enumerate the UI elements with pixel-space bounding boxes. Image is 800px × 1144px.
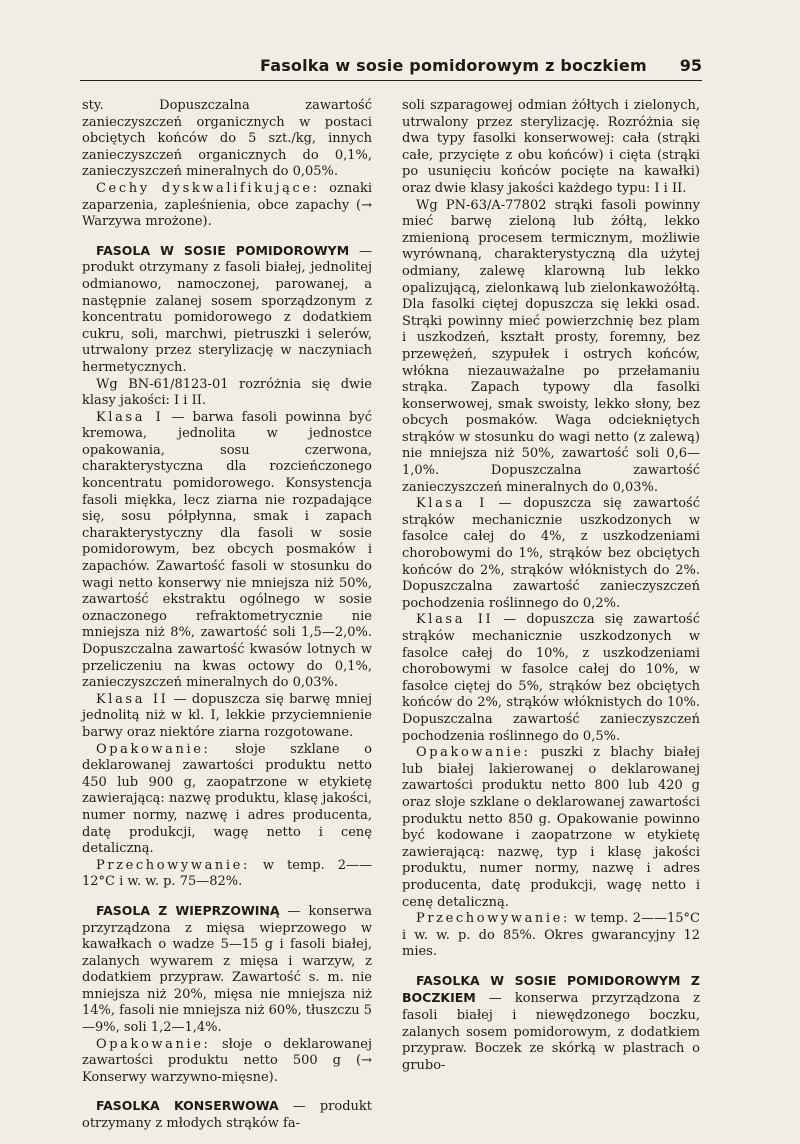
entry-heading: FASOLKA KONSERWOWA [96,1098,279,1114]
paragraph: Przechowywanie: w temp. 2——15°C i w. w. p. do 85%. Okres gwarancyjny 12 mies. [402,911,700,960]
paragraph: Wg BN-61/8123-01 rozróżnia się dwie klasy jakości: I i II. [82,376,372,409]
paragraph: Opakowanie: słoje o deklarowanej zawartości produktu netto 500 g (→ Konserwy warzywno-mięsne). [82,1036,372,1085]
paragraph: Przechowywanie: w temp. 2——12°C i w. w. p. 75—82%. [82,857,372,890]
entry-fasola-w-sosie: FASOLA W SOSIE POMIDOROWYM — produkt otrzymany z fasoli białej, jednolitej odmianowo, namoczonej, parowanej, a następnie zalanej sosem sporządzonym z koncentratu pomidorowego z dodatkiem cukru, soli, marchwi, pietruszki i selerów, utrwalony przez sterylizację w naczyniach hermetycznych. [82,242,372,375]
spaced-label: Klasa II [416,612,494,628]
running-header [80,50,702,81]
spaced-label: Klasa I [416,496,488,512]
entry-heading: FASOLA W SOSIE POMIDOROWYM [96,242,350,258]
spaced-label: Klasa II [96,691,169,707]
page-number: 95 [679,56,702,75]
paragraph: soli szparagowej odmian żółtych i zielonych, utrwalony przez sterylizację. Rozróżnia się dwa typy fasolki konserwowej: cała (strąki całe, przycięte z obu końców) i cięta (strąki po usunięciu końców pocięte na kawałki) oraz dwie klasy jakości każdego typu: I i II. [402,98,700,196]
paragraph: Cechy dyskwalifikujące: oznaki zaparzenia, zapleśnienia, obce zapachy (→ Warzywa mrożone). [82,180,372,230]
paragraph: Klasa I — barwa fasoli powinna być kremowa, jednolita w jednostce opakowania, sosu czerwona, charakterystyczna dla rozcieńczonego koncentratu pomidorowego. Konsystencja fasoli miękka, lecz ziarna nie rozpadające się, sosu półpłynna, smak i zapach charakterystyczny dla fasoli w sosie pomidorowym, bez obcych posmaków i zapachów. Zawartość fasoli w stosunku do wagi netto konserwy nie mniejsza niż 50%, zawartość ekstraktu ogólnego w sosie oznaczonego refraktometrycznie nie mniejsza niż 8%, zawartość soli 1,5—2,0%. Dopuszczalna zawartość kwasów lotnych w przeliczeniu na kwas octowy do 0,1%, zanieczyszczeń mineralnych do 0,03%. [82,409,373,691]
paragraph: Klasa II — dopuszcza się zawartość strąków mechanicznie uszkodzonych w fasolce całej do 10%, z uszkodzeniami chorobowymi w fasolce całej do 10%, w fasolce ciętej do 5%, strąków bez obciętych końców do 2%, strąków włóknistych do 10%. Dopuszczalna zawartość zanieczyszczeń pochodzenia roślinnego do 0,5%. [402,612,700,744]
entry-heading: FASOLKA W SOSIE POMIDOROWYM Z BOCZKIEM [402,972,700,1006]
spaced-label: Przechowywanie: [416,911,570,927]
spaced-label: Klasa I [96,409,164,425]
running-title: Fasolka w sosie pomidorowym z boczkiem [260,56,647,75]
spaced-label: Przechowywanie: [96,857,250,873]
entry-fasolka-konserwowa: FASOLKA KONSERWOWA — produkt otrzymany z młodych strąków fa- [82,1098,372,1132]
right-column [402,98,700,1074]
paragraph: sty. Dopuszczalna zawartość zanieczyszczeń organicznych w postaci obciętych końców do 5 szt./kg, innych zanieczyszczeń organicznych do 0,1%, zanieczyszczeń mineralnych do 0,05%. [82,98,372,180]
entry-heading: FASOLA Z WIEPRZOWINĄ [96,902,280,918]
spaced-label: Opakowanie: [416,745,531,761]
paragraph: Wg PN-63/A-77802 strąki fasoli powinny mieć barwę zieloną lub żółtą, lekko zmienioną procesem termicznym, możliwie wyrównaną, charakterystyczną dla użytej odmiany, zalewę klarowną lub lekko opalizującą, zielonkawą lub zielonkawożółtą. Dla fasolki ciętej dopuszcza się lekki osad. Strąki powinny mieć powierzchnię bez plam i uszkodzeń, kształt prosty, foremny, bez przewężeń, szypułek i ostrych końców, włókna niezauważalne po przełamaniu strąka. Zapach typowy dla fasolki konserwowej, smak swoisty, lekko słony, bez obcych posmaków. Waga odciekniętych strąków w stosunku do wagi netto (z zalewą) nie mniejsza niż 50%, zawartość soli 0,6—1,0%. Dopuszczalna zawartość zanieczyszczeń mineralnych do 0,03%. [402,197,700,495]
paragraph: Klasa I — dopuszcza się zawartość strąków mechanicznie uszkodzonych w fasolce całej do 4%, z uszkodzeniami chorobowymi do 1%, strąków bez obciętych końców do 2%, strąków włóknistych do 2%. Dopuszczalna zawartość zanieczyszczeń pochodzenia roślinnego do 0,2%. [402,496,700,611]
paragraph: Klasa II — dopuszcza się barwę mniej jednolitą niż w kl. I, lekkie przyciemnienie barwy oraz niektóre ziarna rozgotowane. [82,691,372,740]
entry-fasola-z-wieprzowina: FASOLA Z WIEPRZOWINĄ — konserwa przyrządzona z mięsa wieprzowego w kawałkach o wadze 5—15 g i fasoli białej, zalanych wywarem z mięsa i warzyw, z dodatkiem przypraw. Zawartość s. m. nie mniejsza niż 20%, mięsa nie mniejsza niż 14%, fasoli nie mniejsza niż 60%, tłuszczu 5—9%, soli 1,2—1,4%. [82,902,372,1036]
left-column [82,98,372,1133]
paragraph: Opakowanie: słoje szklane o deklarowanej zawartości produktu netto 450 lub 900 g, zaopatrzone w etykietę zawierającą: nazwę produktu, klasę jakości, numer normy, nazwę i adres producenta, datę produkcji, wagę netto i cenę detaliczną. [82,741,372,857]
entry-fasolka-z-boczkiem: FASOLKA W SOSIE POMIDOROWYM Z BOCZKIEM — konserwa przyrządzona z fasoli białej i niewędzonego boczku, zalanych sosem pomidorowym, z dodatkiem przypraw. Boczek ze skórką w plastrach o grubo- [402,972,700,1073]
paragraph: Opakowanie: puszki z blachy białej lub białej lakierowanej o deklarowanej zawartości produktu netto 800 lub 420 g oraz słoje szklane o deklarowanej zawartości produktu netto 850 g. Opakowanie powinno być kodowane i zaopatrzone w etykietę zawierającą: nazwę, typ i klasę jakości produktu, numer normy, nazwę i adres producenta, datę produkcji, wagę netto i cenę detaliczną. [402,745,700,910]
spaced-label: Opakowanie: [96,1036,211,1052]
spaced-label: Cechy dyskwalifikujące: [96,180,320,196]
spaced-label: Opakowanie: [96,741,211,757]
